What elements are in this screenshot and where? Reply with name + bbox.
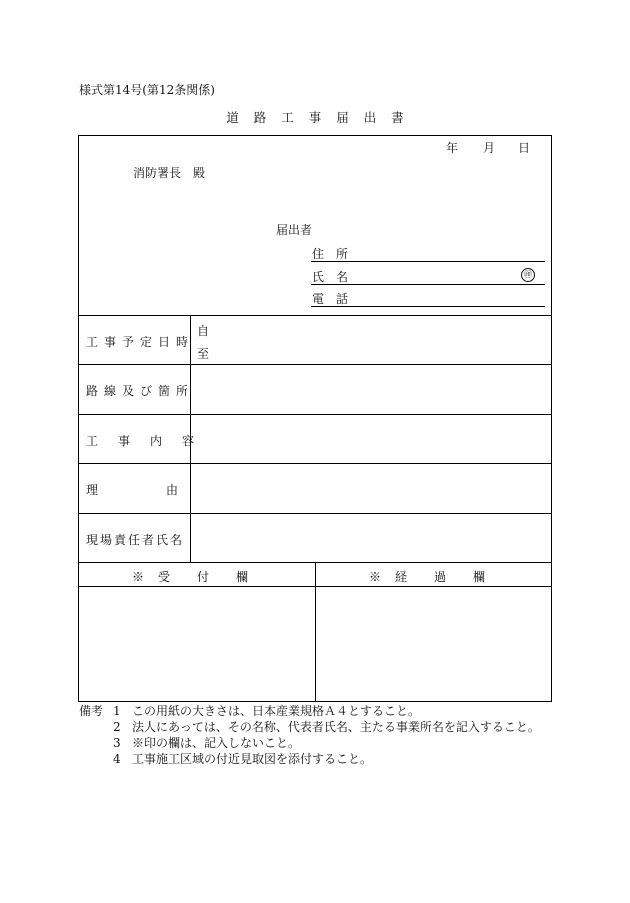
address-field[interactable] xyxy=(311,261,545,262)
note-text: ※印の欄は、記入しないこと。 xyxy=(132,736,301,750)
note-number: 4 xyxy=(113,752,121,766)
note-number: 1 xyxy=(113,704,121,718)
date-day-label: 日 xyxy=(518,141,531,155)
reception-field[interactable] xyxy=(79,587,315,701)
schedule-to-label: 至 xyxy=(197,347,210,361)
note-number: 2 xyxy=(113,720,121,734)
phone-field[interactable] xyxy=(311,306,545,307)
note-text: 工事施工区域の付近見取図を添付すること。 xyxy=(132,752,373,766)
reason-field[interactable] xyxy=(190,464,551,513)
notes-heading: 備考 xyxy=(79,704,104,718)
note-item xyxy=(79,751,540,767)
content-label: 工 事 内 容 xyxy=(86,434,199,448)
address-label: 住 所 xyxy=(312,247,349,261)
note-item xyxy=(79,735,540,751)
name-label: 氏 名 xyxy=(312,270,349,284)
name-field[interactable] xyxy=(311,284,545,285)
route-field[interactable] xyxy=(190,365,551,414)
reason-label: 理 由 xyxy=(86,483,183,497)
addressee: 消防署長 殿 xyxy=(133,166,206,180)
seal-icon: ㊞ xyxy=(521,268,535,282)
note-item xyxy=(79,719,540,735)
progress-header: ※ 経 過 欄 xyxy=(369,570,487,584)
applicant-label: 届出者 xyxy=(276,223,313,237)
note-text: この用紙の大きさは、日本産業規格Ａ４とすること。 xyxy=(132,704,421,718)
notes-section xyxy=(79,703,540,767)
supervisor-field[interactable] xyxy=(190,514,551,562)
date-month-label: 月 xyxy=(483,141,496,155)
route-label: 路線及び箇所 xyxy=(86,384,195,398)
reception-header: ※ 受 付 欄 xyxy=(132,570,250,584)
content-field[interactable] xyxy=(190,415,551,463)
date-year-label: 年 xyxy=(446,141,459,155)
note-number: 3 xyxy=(113,736,121,750)
schedule-label: 工事予定日時 xyxy=(86,335,195,349)
schedule-from-label: 自 xyxy=(197,324,210,338)
note-text: 法人にあっては、その名称、代表者氏名、主たる事業所名を記入すること。 xyxy=(132,720,540,734)
progress-field[interactable] xyxy=(316,587,551,701)
note-item xyxy=(79,703,540,719)
phone-label: 電 話 xyxy=(312,292,349,306)
form-number: 様式第14号(第12条関係) xyxy=(79,83,215,97)
supervisor-label: 現場責任者氏名 xyxy=(86,533,185,547)
document-title: 道 路 工 事 届 出 書 xyxy=(226,110,404,125)
schedule-field[interactable] xyxy=(190,316,551,364)
